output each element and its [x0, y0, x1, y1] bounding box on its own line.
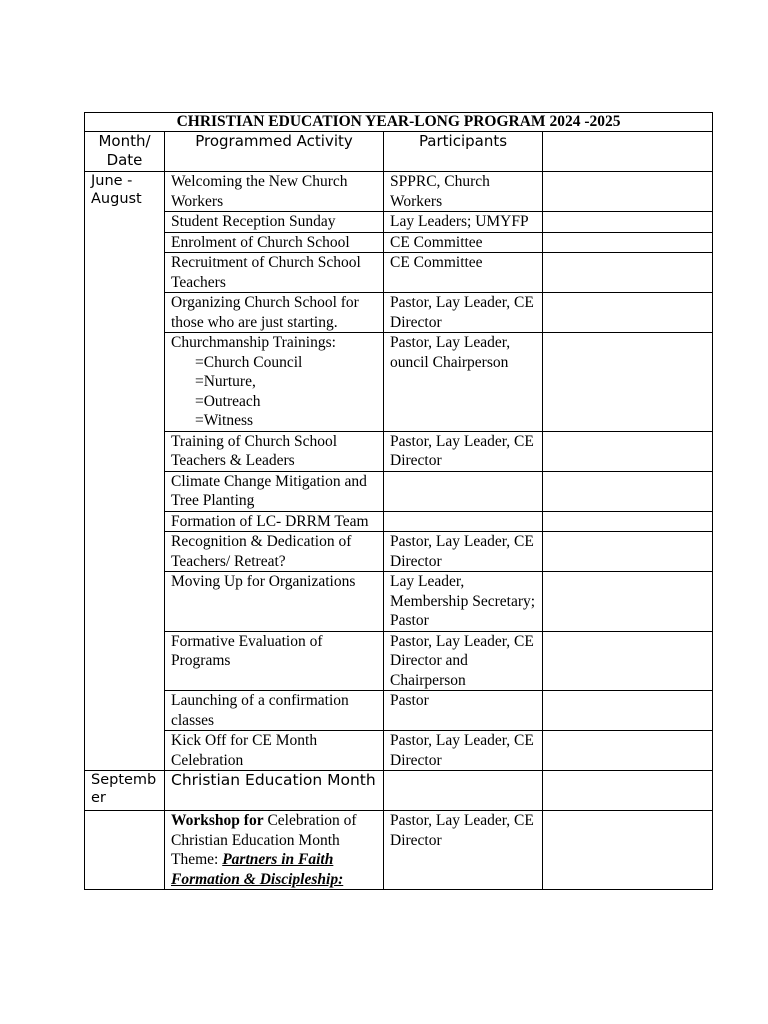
header-activity: Programmed Activity: [165, 132, 384, 172]
header-extra: [543, 132, 713, 172]
table-row: [85, 333, 713, 432]
participants-cell: Pastor, Lay Leader, CE Director: [384, 811, 543, 890]
participants-cell: Lay Leaders; UMYFP: [384, 212, 543, 233]
activity-cell: Formative Evaluation of Programs: [165, 631, 384, 691]
extra-cell: [543, 511, 713, 532]
extra-cell: [543, 293, 713, 333]
header-row: [85, 132, 713, 172]
activity-cell: Organizing Church School for those who are just starting.: [165, 293, 384, 333]
workshop-lead: Workshop for: [171, 812, 264, 829]
extra-cell: [543, 212, 713, 233]
participants-cell: SPPRC, Church Workers: [384, 172, 543, 212]
table-row: [85, 511, 713, 532]
list-item: =Outreach: [195, 392, 261, 410]
table-row: [85, 631, 713, 691]
extra-cell: [543, 631, 713, 691]
activity-cell: Launching of a confirmation classes: [165, 691, 384, 731]
extra-cell: [543, 172, 713, 212]
activity-cell: Kick Off for CE Month Celebration: [165, 731, 384, 771]
table-row: [85, 212, 713, 233]
activity-cell: Climate Change Mitigation and Tree Planting: [165, 471, 384, 511]
program-table: [84, 112, 713, 890]
header-month: Month/ Date: [85, 132, 165, 172]
extra-cell: [543, 811, 713, 890]
table-row: [85, 172, 713, 212]
extra-cell: [543, 691, 713, 731]
participants-cell: [384, 771, 543, 811]
table-row: [85, 572, 713, 632]
activity-cell: Recognition & Dedication of Teachers/ Retreat?: [165, 532, 384, 572]
activity-cell: Student Reception Sunday: [165, 212, 384, 233]
month-september: September: [85, 771, 165, 811]
month-june-august: June - August: [85, 172, 165, 771]
participants-cell: CE Committee: [384, 232, 543, 253]
participants-cell: Pastor, Lay Leader, CE Director: [384, 731, 543, 771]
table-row: [85, 232, 713, 253]
table-row-september: [85, 771, 713, 811]
activity-cell: [165, 333, 384, 432]
table-row: [85, 532, 713, 572]
extra-cell: [543, 431, 713, 471]
training-sublist: [171, 353, 377, 431]
table-row: [85, 253, 713, 293]
table-row: [85, 431, 713, 471]
list-item: =Witness: [195, 412, 254, 429]
workshop-activity-cell: [165, 811, 384, 890]
participants-cell: Pastor, Lay Leader, CE Director and Chairperson: [384, 631, 543, 691]
participants-cell: Pastor, Lay Leader, CE Director: [384, 532, 543, 572]
participants-cell: Pastor, Lay Leader, ouncil Chairperson: [384, 333, 543, 432]
extra-cell: [543, 771, 713, 811]
table-row-workshop: [85, 811, 713, 890]
activity-cell: Christian Education Month: [165, 771, 384, 811]
extra-cell: [543, 731, 713, 771]
header-participants: Participants: [384, 132, 543, 172]
activity-cell: Training of Church School Teachers & Leaders: [165, 431, 384, 471]
activity-heading: Churchmanship Trainings:: [171, 334, 336, 351]
workshop-text: Celebration of Christian Education Month Theme:: [171, 812, 357, 868]
extra-cell: [543, 253, 713, 293]
participants-cell: Pastor, Lay Leader, CE Director: [384, 431, 543, 471]
table-row: [85, 731, 713, 771]
extra-cell: [543, 232, 713, 253]
participants-cell: [384, 511, 543, 532]
document-title: CHRISTIAN EDUCATION YEAR-LONG PROGRAM 2024 -2025: [85, 113, 713, 132]
participants-cell: CE Committee: [384, 253, 543, 293]
extra-cell: [543, 333, 713, 432]
list-item: =Church Council: [195, 353, 303, 371]
activity-cell: Recruitment of Church School Teachers: [165, 253, 384, 293]
table-row: [85, 691, 713, 731]
activity-cell: Formation of LC- DRRM Team: [165, 511, 384, 532]
table-row: [85, 293, 713, 333]
activity-cell: Welcoming the New Church Workers: [165, 172, 384, 212]
participants-cell: Lay Leader, Membership Secretary; Pastor: [384, 572, 543, 632]
extra-cell: [543, 471, 713, 511]
workshop-theme: Partners in Faith Formation & Discipleship:: [171, 851, 344, 888]
participants-cell: Pastor, Lay Leader, CE Director: [384, 293, 543, 333]
list-item: =Nurture,: [195, 373, 256, 390]
activity-cell: Enrolment of Church School: [165, 232, 384, 253]
participants-cell: Pastor: [384, 691, 543, 731]
month-cell-empty: [85, 811, 165, 890]
participants-cell: [384, 471, 543, 511]
table-row: [85, 471, 713, 511]
extra-cell: [543, 532, 713, 572]
title-row: [85, 113, 713, 132]
extra-cell: [543, 572, 713, 632]
activity-cell: Moving Up for Organizations: [165, 572, 384, 632]
